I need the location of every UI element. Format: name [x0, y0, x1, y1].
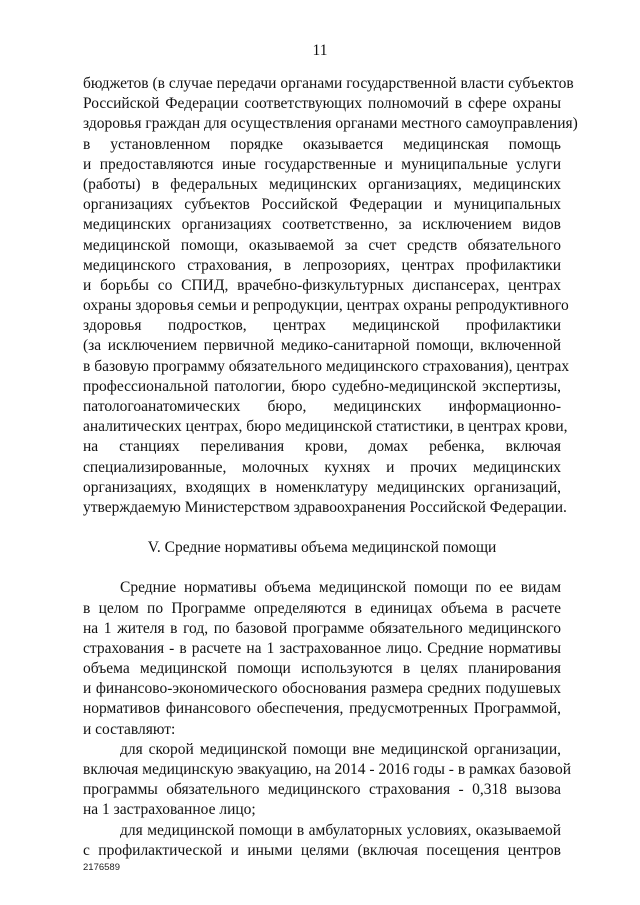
paragraph-line: и составляют: — [83, 720, 176, 738]
paragraph-line: профессиональной патологии, бюро судебно-медицинской экспертизы, — [83, 377, 561, 395]
paragraph-line: медицинской помощи, оказываемой за счет средств обязательного — [83, 236, 561, 254]
paragraph-line: здоровья граждан для осуществления органами местного самоуправления) — [83, 115, 578, 133]
paragraph-line: с профилактической и иными целями (включая посещения центров — [83, 841, 561, 859]
paragraph-line: медицинского страхования, в лепрозориях, центрах профилактики — [83, 256, 561, 274]
paragraph-line: для скорой медицинской помощи вне медицинской организации, — [120, 740, 561, 758]
paragraph-line: программы обязательного медицинского страхования - 0,318 вызова — [83, 781, 561, 799]
paragraph-line: медицинских организациях соответственно, за исключением видов — [83, 216, 561, 234]
paragraph-line: объема медицинской помощи используются в целях планирования — [83, 660, 561, 678]
paragraph-line: для медицинской помощи в амбулаторных условиях, оказываемой — [120, 821, 561, 839]
paragraph-line: и предоставляются иные государственные и муниципальные услуги — [83, 155, 561, 173]
paragraph-line: включая медицинскую эвакуацию, на 2014 - 2016 годы - в рамках базовой — [83, 761, 572, 778]
paragraph-line: на станциях переливания крови, домах ребенка, включая — [83, 438, 561, 456]
paragraph-line: специализированные, молочных кухнях и прочих медицинских — [83, 458, 561, 476]
paragraph-line: здоровья подростков, центрах медицинской профилактики — [83, 317, 561, 335]
paragraph-line: охраны здоровья семьи и репродукции, центрах охраны репродуктивного — [83, 297, 569, 315]
paragraph-line: Российской Федерации соответствующих полномочий в сфере охраны — [83, 95, 561, 113]
document-code: 2176589 — [83, 862, 120, 873]
paragraph-4 — [83, 821, 561, 861]
paragraph-2 — [83, 578, 561, 740]
paragraph-line: и финансово-экономического обоснования размера средних подушевых — [83, 680, 561, 698]
paragraph-line: и борьбы со СПИД, врачебно-физкультурных диспансерах, центрах — [83, 276, 561, 294]
paragraph-line: на 1 застрахованное лицо; — [83, 801, 256, 819]
paragraph-line: патологоанатомических бюро, медицинских информационно- — [83, 398, 561, 415]
paragraph-line: Средние нормативы объема медицинской помощи по ее видам — [120, 579, 561, 597]
page-number: 11 — [312, 42, 328, 59]
paragraph-line: бюджетов (в случае передачи органами государственной власти субъектов — [83, 75, 574, 92]
paragraph-line: страхования - в расчете на 1 застрахованное лицо. Средние нормативы — [83, 639, 561, 657]
paragraph-line: в базовую программу обязательного медицинского страхования), центрах — [83, 357, 570, 375]
paragraph-line: на 1 жителя в год, по базовой программе обязательного медицинского — [83, 619, 561, 637]
paragraph-3 — [83, 740, 572, 821]
section-heading: V. Средние нормативы объема медицинской помощи — [147, 539, 497, 557]
paragraph-line: в установленном порядке оказывается медицинская помощь — [83, 135, 561, 153]
paragraph-line: (за исключением первичной медико-санитарной помощи, включенной — [83, 337, 561, 355]
paragraph-line: (работы) в федеральных медицинских организациях, медицинских — [83, 175, 561, 193]
paragraph-line: нормативов финансового обеспечения, предусмотренных Программой, — [83, 700, 561, 718]
paragraph-line: аналитических центрах, бюро медицинской статистики, в центрах крови, — [83, 418, 568, 436]
paragraph-line: в целом по Программе определяются в единицах объема в расчете — [83, 599, 561, 617]
paragraph-1 — [83, 74, 578, 518]
document-body — [83, 74, 578, 861]
paragraph-line: организациях, входящих в номенклатуру медицинских организаций, — [83, 478, 561, 496]
paragraph-line: утверждаемую Министерством здравоохранения Российской Федерации. — [83, 498, 567, 516]
paragraph-line: организациях субъектов Российской Федерации и муниципальных — [83, 196, 561, 214]
